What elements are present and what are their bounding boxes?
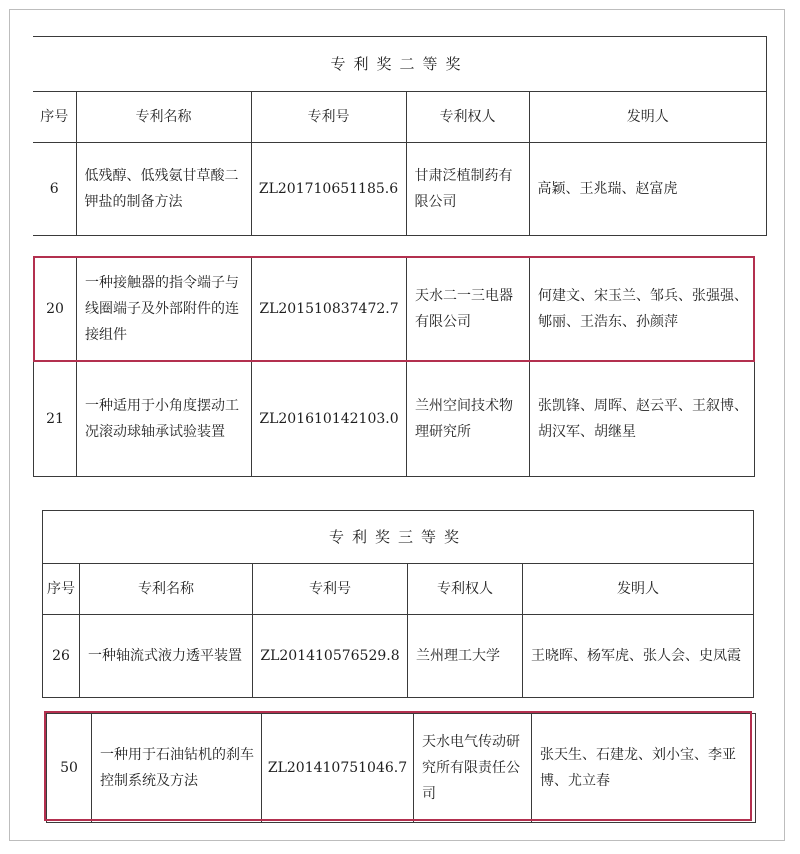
row-inventors: 王晓晖、杨军虎、张人会、史凤霞: [523, 615, 754, 698]
second-prize-header-block: [33, 36, 767, 236]
header-no: 序号: [33, 92, 76, 143]
header-no: 序号: [43, 564, 80, 615]
row-inventors: 张凯锋、周晖、赵云平、王叙博、胡汉军、胡继星: [530, 362, 755, 477]
row-holder: 兰州空间技术物理研究所: [407, 362, 530, 477]
header-patent-no: 专利号: [253, 564, 408, 615]
row-inventors: 张天生、石建龙、刘小宝、李亚博、尤立春: [532, 714, 756, 823]
header-name: 专利名称: [80, 564, 253, 615]
third-prize-title: 专利奖三等奖: [43, 511, 754, 564]
row-no: 20: [34, 257, 77, 362]
row-patent-no: ZL201510837472.7: [252, 257, 407, 362]
table-row: [34, 257, 755, 362]
table-row: [34, 362, 755, 477]
third-prize-block: [42, 510, 754, 698]
row-no: 6: [33, 143, 76, 236]
row-patent-no: ZL201410751046.7: [262, 714, 414, 823]
table-row: [43, 615, 754, 698]
row-holder: 兰州理工大学: [408, 615, 523, 698]
row-holder: 天水电气传动研究所有限责任公司: [414, 714, 532, 823]
header-patent-no: 专利号: [251, 92, 406, 143]
row-holder: 天水二一三电器有限公司: [407, 257, 530, 362]
table-row: [47, 714, 756, 823]
row-no: 26: [43, 615, 80, 698]
header-inventors: 发明人: [529, 92, 767, 143]
header-name: 专利名称: [76, 92, 251, 143]
row-name: 一种轴流式液力透平装置: [80, 615, 253, 698]
third-prize-row-block: [46, 713, 756, 823]
row-name: 一种接触器的指令端子与线圈端子及外部附件的连接组件: [77, 257, 252, 362]
row-patent-no: ZL201410576529.8: [253, 615, 408, 698]
second-prize-rows-block: [33, 256, 755, 477]
row-inventors: 何建文、宋玉兰、邹兵、张强强、郇丽、王浩东、孙颜萍: [530, 257, 755, 362]
row-inventors: 高颖、王兆瑞、赵富虎: [529, 143, 767, 236]
row-no: 21: [34, 362, 77, 477]
header-holder: 专利权人: [406, 92, 529, 143]
row-holder: 甘肃泛植制药有限公司: [406, 143, 529, 236]
row-no: 50: [47, 714, 92, 823]
header-inventors: 发明人: [523, 564, 754, 615]
row-patent-no: ZL201610142103.0: [252, 362, 407, 477]
table-row: [33, 143, 767, 236]
row-patent-no: ZL201710651185.6: [251, 143, 406, 236]
row-name: 一种适用于小角度摆动工况滚动球轴承试验装置: [77, 362, 252, 477]
second-prize-title: 专利奖二等奖: [33, 37, 767, 92]
row-name: 一种用于石油钻机的刹车控制系统及方法: [92, 714, 262, 823]
row-name: 低残醇、低残氨甘草酸二钾盐的制备方法: [76, 143, 251, 236]
header-holder: 专利权人: [408, 564, 523, 615]
